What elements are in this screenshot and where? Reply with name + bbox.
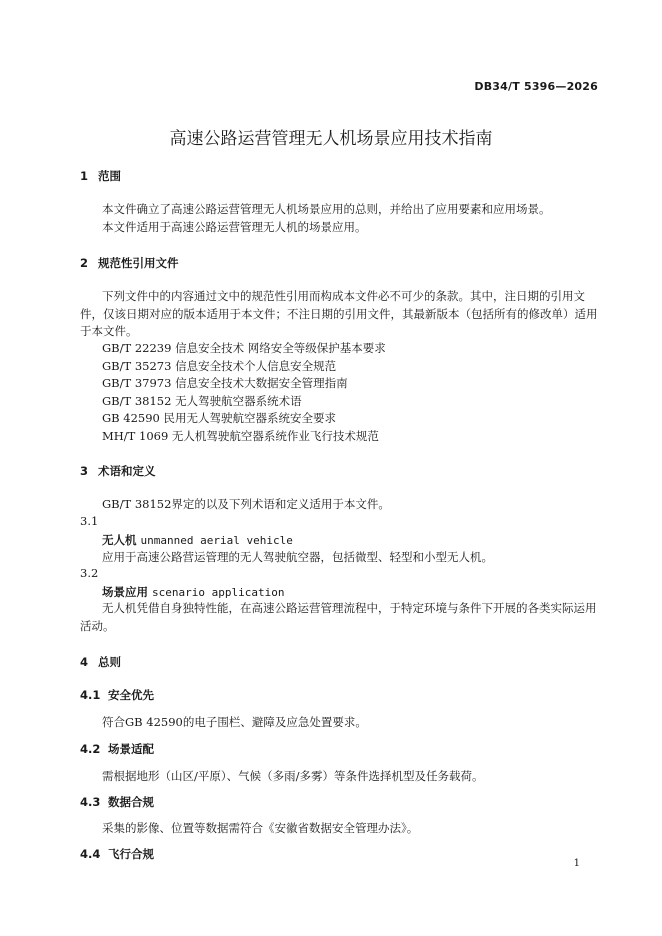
- subsection-number: 4.4: [80, 847, 101, 861]
- section-2-intro: 下列文件中的内容通过文中的规范性引用而构成本文件必不可少的条款。其中，注日期的引用文件，仅该日期对应的版本适用于本文件；不注日期的引用文件，其最新版本（包括所有的修改单）适用于本文件。: [80, 289, 598, 338]
- subsection-number: 4.1: [80, 688, 101, 702]
- normative-reference: GB/T 35273 信息安全技术个人信息安全规范: [102, 359, 337, 373]
- page-number: 1: [573, 858, 580, 869]
- term-number: 3.2: [80, 566, 99, 580]
- section-title: 规范性引用文件: [98, 256, 179, 270]
- section-4-heading: [80, 654, 121, 670]
- subsection-4-2-heading: [80, 741, 154, 757]
- subsection-title: 场景适配: [108, 742, 154, 756]
- subsection-4-3-heading: [80, 794, 154, 810]
- term-english: unmanned aerial vehicle: [140, 534, 293, 547]
- section-1-paragraph-1: 本文件确立了高速公路运营管理无人机场景应用的总则，并给出了应用要素和应用场景。: [102, 202, 551, 216]
- term-entry: [102, 532, 293, 548]
- normative-reference: GB/T 38152 无人驾驶航空器系统术语: [102, 394, 302, 408]
- term-entry: [102, 584, 284, 600]
- document-title: 高速公路运营管理无人机场景应用技术指南: [169, 129, 493, 149]
- subsection-4-1-text: 符合GB 42590的电子围栏、避障及应急处置要求。: [102, 715, 367, 729]
- subsection-number: 4.3: [80, 795, 101, 809]
- subsection-4-4-heading: [80, 846, 154, 862]
- section-1-heading: [80, 168, 121, 184]
- subsection-title: 飞行合规: [108, 847, 154, 861]
- section-number: 3: [80, 464, 89, 478]
- normative-reference: MH/T 1069 无人机驾驶航空器系统作业飞行技术规范: [102, 429, 379, 443]
- term-name: 场景应用: [102, 585, 148, 599]
- term-definition: 无人机凭借自身独特性能，在高速公路运营管理流程中，于特定环境与条件下开展的各类实际运用活动。: [80, 601, 597, 633]
- normative-reference: GB/T 22239 信息安全技术 网络安全等级保护基本要求: [102, 341, 386, 355]
- subsection-4-1-heading: [80, 687, 154, 703]
- term-english: scenario application: [152, 586, 285, 599]
- subsection-4-2-text: 需根据地形（山区/平原）、气候（多雨/多雾）等条件选择机型及任务载荷。: [102, 769, 484, 783]
- subsection-title: 安全优先: [108, 688, 154, 702]
- document-number: DB34/T 5396—2026: [474, 80, 598, 93]
- term-name: 无人机: [102, 533, 137, 547]
- normative-reference: GB/T 37973 信息安全技术大数据安全管理指南: [102, 376, 348, 390]
- subsection-4-3-text: 采集的影像、位置等数据需符合《安徽省数据安全管理办法》。: [102, 821, 419, 835]
- subsection-number: 4.2: [80, 742, 101, 756]
- term-number: 3.1: [80, 514, 99, 528]
- section-3-intro: GB/T 38152界定的以及下列术语和定义适用于本文件。: [102, 497, 390, 511]
- section-title: 术语和定义: [98, 464, 156, 478]
- section-title: 范围: [98, 169, 121, 183]
- section-3-heading: [80, 463, 156, 479]
- term-definition: 应用于高速公路营运管理的无人驾驶航空器，包括微型、轻型和小型无人机。: [102, 550, 493, 564]
- subsection-title: 数据合规: [108, 795, 154, 809]
- section-number: 1: [80, 169, 89, 183]
- section-number: 4: [80, 655, 89, 669]
- section-title: 总则: [98, 655, 121, 669]
- section-1-paragraph-2: 本文件适用于高速公路运营管理无人机的场景应用。: [102, 220, 367, 234]
- normative-reference: GB 42590 民用无人驾驶航空器系统安全要求: [102, 411, 337, 425]
- section-number: 2: [80, 256, 89, 270]
- section-2-heading: [80, 255, 179, 271]
